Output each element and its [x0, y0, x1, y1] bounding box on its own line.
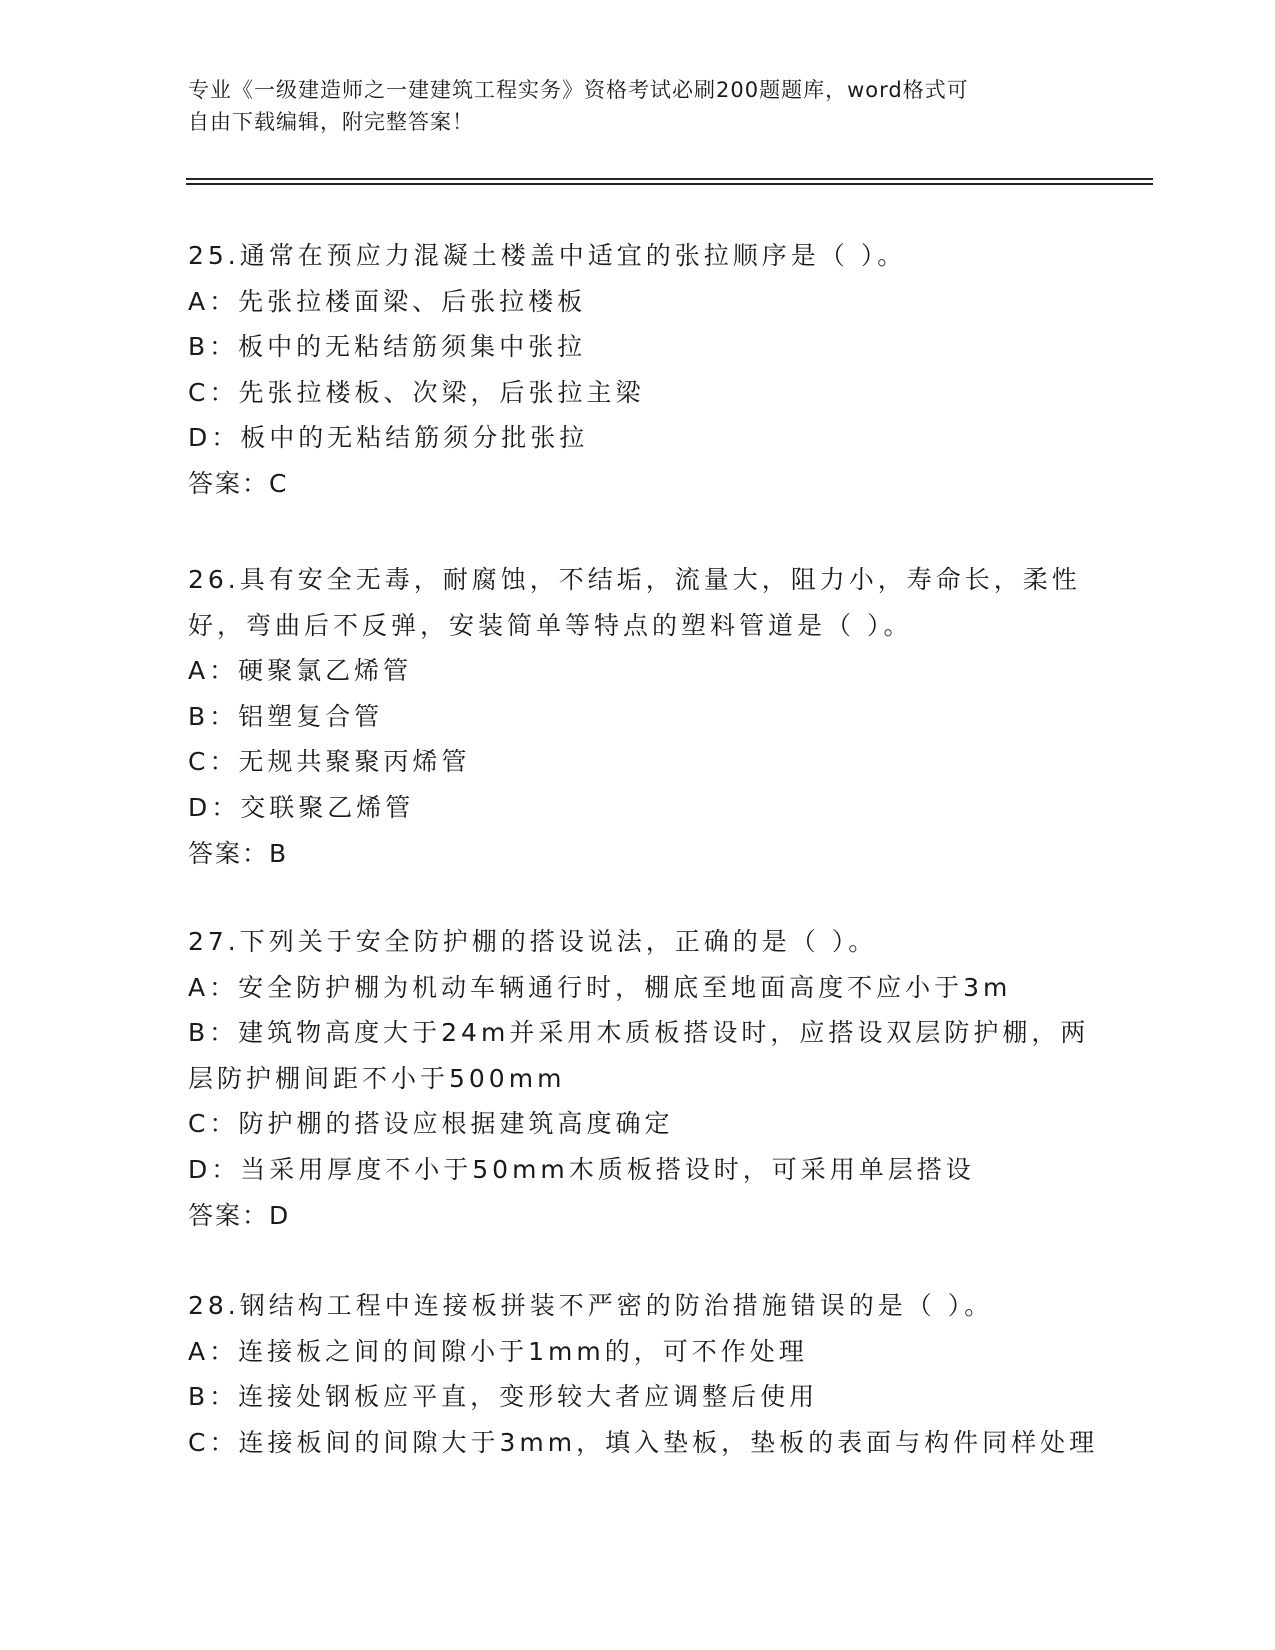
header-line-1: 专业《一级建造师之一建建筑工程实务》资格考试必刷200题题库，word格式可 [188, 78, 969, 102]
option-b: B：建筑物高度大于24m并采用木质板搭设时，应搭设双层防护棚，两 [188, 1018, 1090, 1048]
question-stem: 28.钢结构工程中连接板拼装不严密的防治措施错误的是（ ）。 [188, 1291, 994, 1320]
header-divider-bottom [186, 183, 1153, 185]
option-b: B：连接处钢板应平直，变形较大者应调整后使用 [188, 1382, 819, 1412]
option-a: A：先张拉楼面梁、后张拉楼板 [188, 286, 587, 316]
header-line-2: 自由下载编辑，附完整答案！ [188, 110, 474, 134]
answer-label: 答案：B [188, 838, 289, 868]
option-a: A：连接板之间的间隙小于1mm的，可不作处理 [188, 1336, 808, 1366]
option-b-continued: 层防护棚间距不小于500mm [188, 1063, 566, 1093]
option-d: D：当采用厚度不小于50mm木质板搭设时，可采用单层搭设 [188, 1154, 975, 1184]
question-stem: 25.通常在预应力混凝土楼盖中适宜的张拉顺序是（ ）。 [188, 241, 907, 270]
header-divider-top [186, 178, 1153, 180]
option-c: C：无规共聚聚丙烯管 [188, 747, 471, 777]
question-26 [188, 557, 1088, 876]
question-stem-line-1: 26.具有安全无毒，耐腐蚀，不结垢，流量大，阻力小，寿命长，柔性 [188, 565, 1081, 594]
option-b: B：板中的无粘结筋须集中张拉 [188, 332, 587, 362]
answer-label: 答案：C [188, 468, 289, 498]
option-a: A：硬聚氯乙烯管 [188, 656, 413, 686]
answer-label: 答案：D [188, 1200, 291, 1230]
option-d: D：交联聚乙烯管 [188, 792, 415, 822]
question-stem-line-2: 好，弯曲后不反弹，安装简单等特点的塑料管道是（ ）。 [188, 610, 913, 640]
option-a: A：安全防护棚为机动车辆通行时，棚底至地面高度不应小于3m [188, 972, 1012, 1002]
question-stem: 27.下列关于安全防护棚的搭设说法，正确的是（ ）。 [188, 927, 878, 956]
option-b: B：铝塑复合管 [188, 701, 384, 731]
question-27 [188, 919, 1088, 1238]
option-c: C：防护棚的搭设应根据建筑高度确定 [188, 1109, 674, 1139]
option-c: C：先张拉楼板、次梁，后张拉主梁 [188, 377, 645, 407]
option-d: D：板中的无粘结筋须分批张拉 [188, 423, 589, 453]
option-c: C：连接板间的间隙大于3mm，填入垫板，垫板的表面与构件同样处理 [188, 1427, 1099, 1457]
question-28 [188, 1283, 1099, 1465]
question-25 [188, 233, 1088, 507]
document-header [188, 74, 1088, 138]
